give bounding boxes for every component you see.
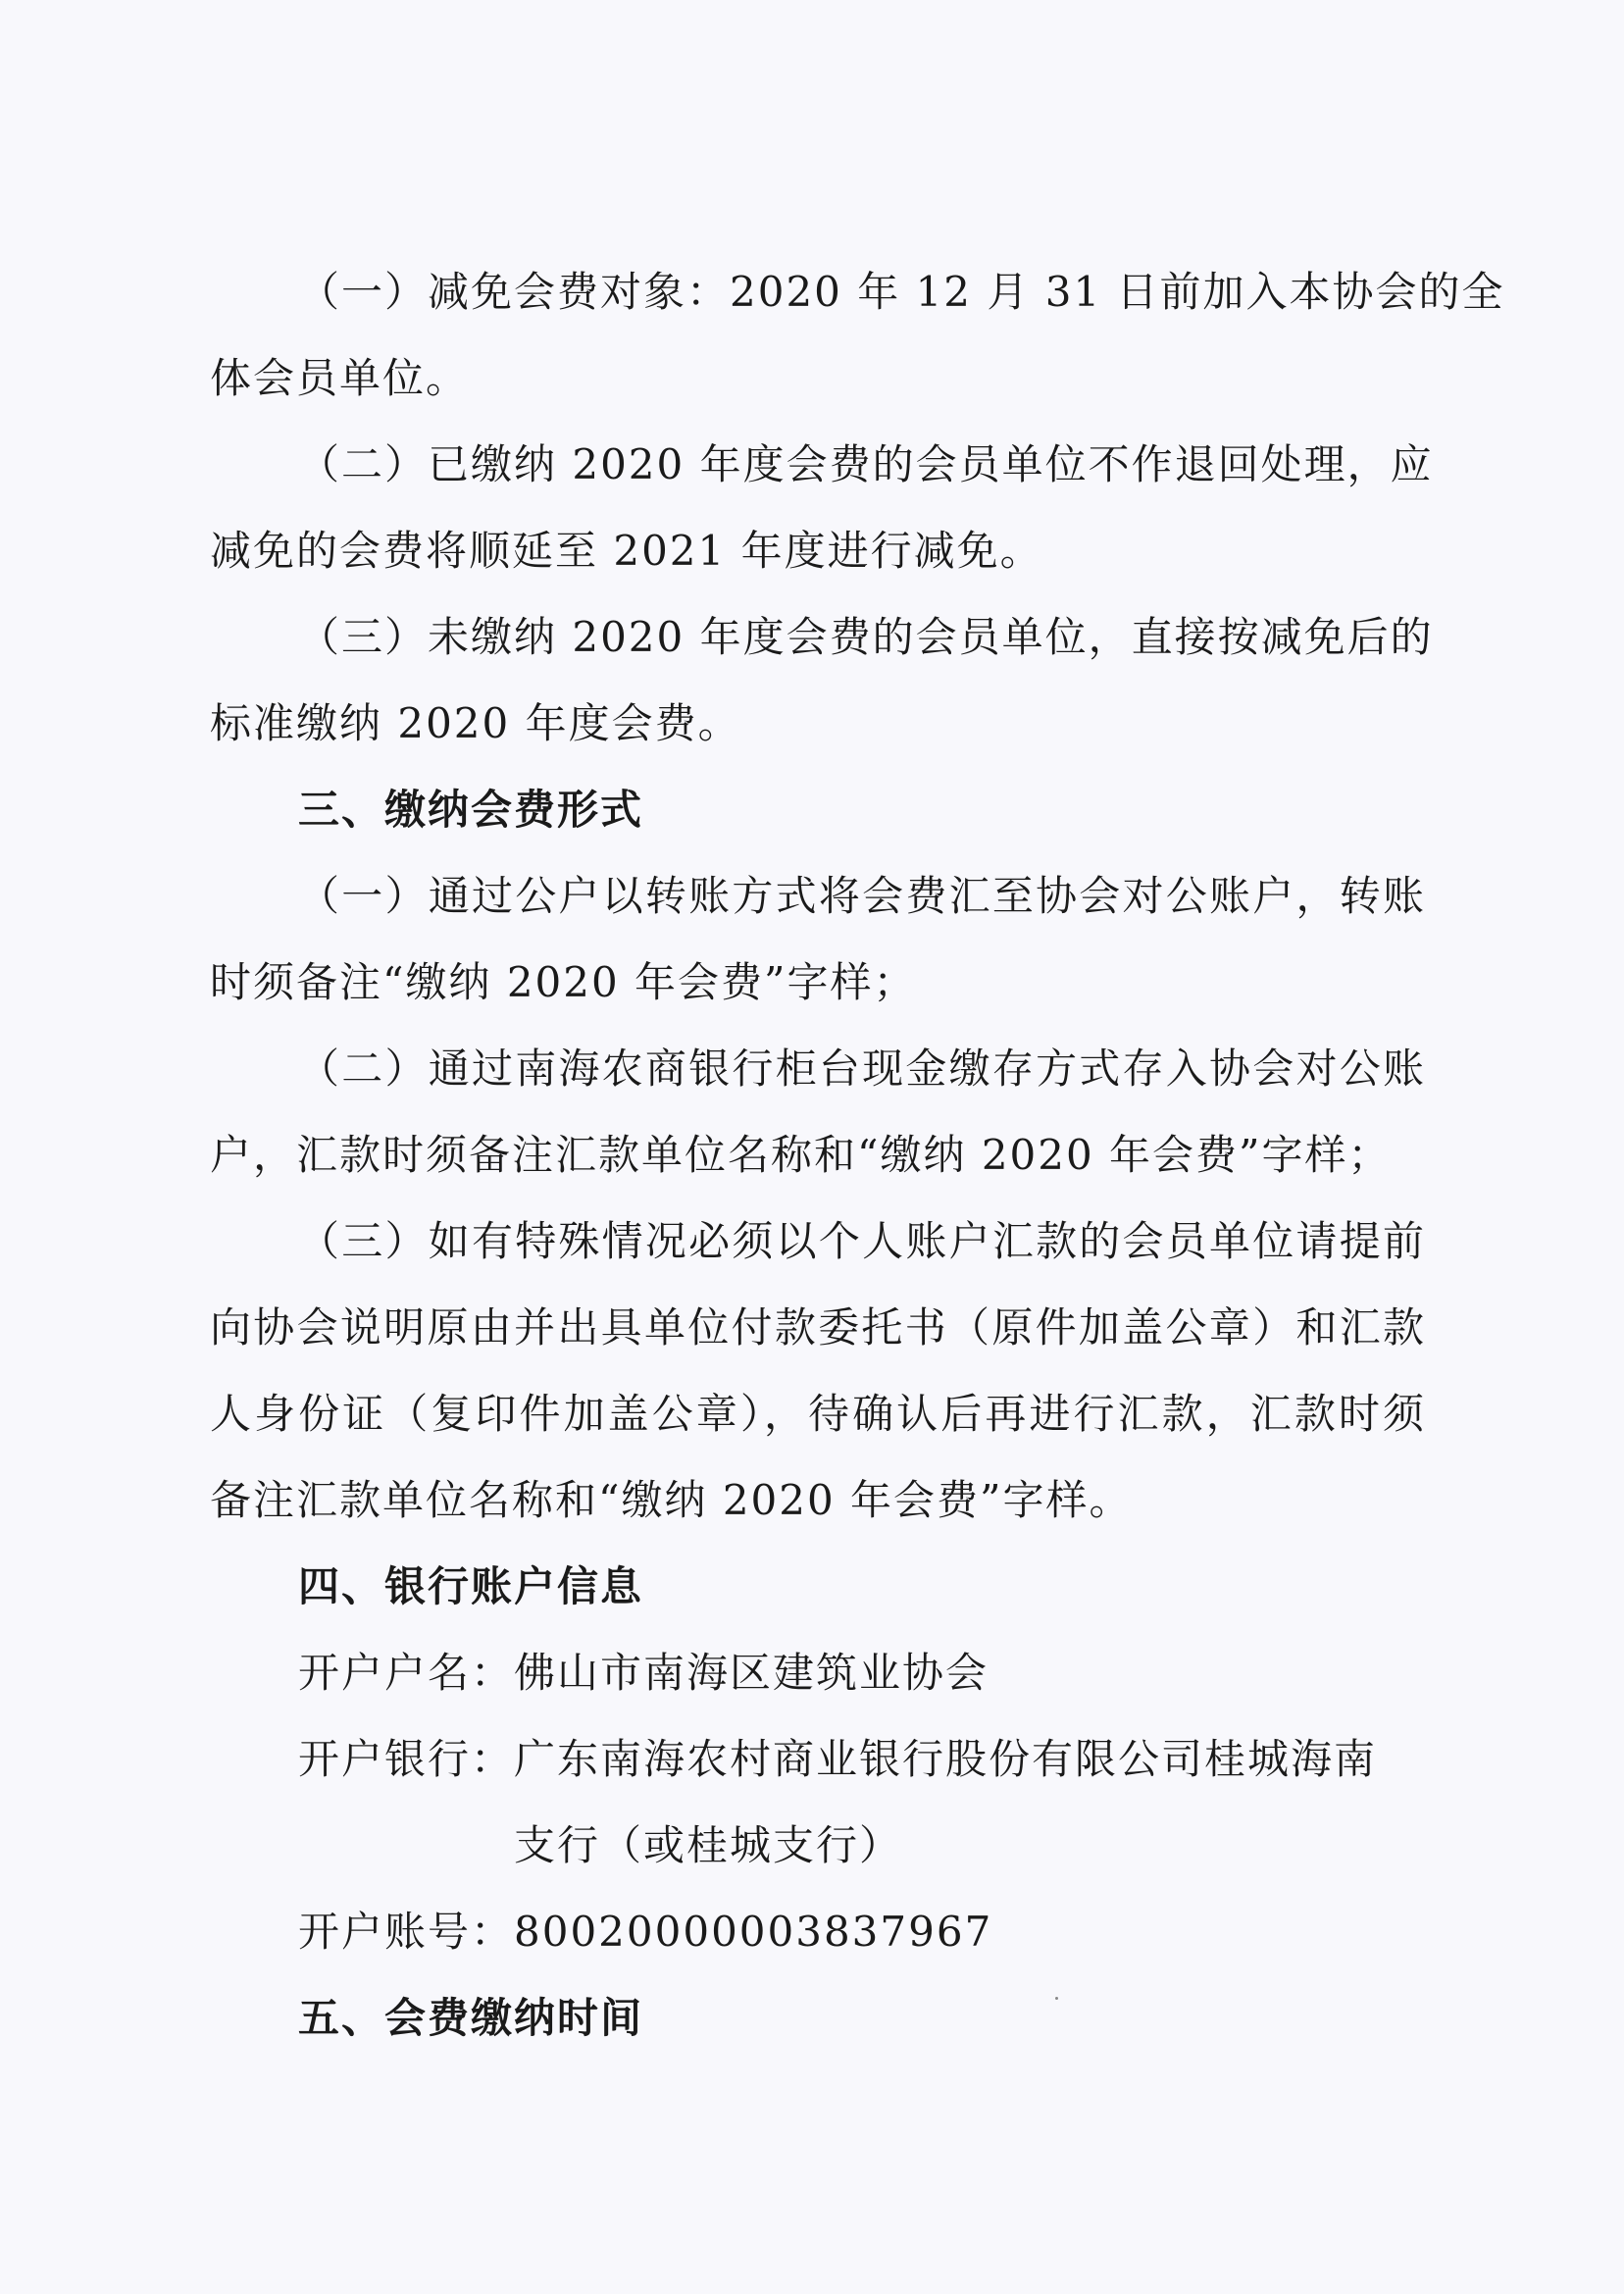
account-name-value: 佛山市南海区建筑业协会 — [514, 1649, 990, 1697]
paragraph-line: 备注汇款单位名称和“缴纳 2020 年会费”字样。 — [210, 1476, 1133, 1524]
account-number-value: 80020000003837967 — [514, 1908, 993, 1956]
section-heading-5: 五、会费缴纳时间 — [298, 1994, 644, 2042]
paragraph-line: （三）如有特殊情况必须以个人账户汇款的会员单位请提前 — [298, 1217, 1426, 1265]
paragraph-line: 标准缴纳 2020 年度会费。 — [210, 699, 741, 747]
account-bank-continuation: 支行（或桂城支行） — [514, 1821, 903, 1869]
paragraph-line: 时须备注“缴纳 2020 年会费”字样； — [210, 958, 917, 1006]
paragraph-line: 体会员单位。 — [210, 354, 470, 402]
document-body — [210, 257, 1505, 2069]
section-heading-3: 三、缴纳会费形式 — [298, 786, 644, 834]
paragraph-line: 人身份证（复印件加盖公章），待确认后再进行汇款，汇款时须 — [210, 1390, 1426, 1438]
paragraph-line: 户，汇款时须备注汇款单位名称和“缴纳 2020 年会费”字样； — [210, 1131, 1392, 1179]
paragraph-line: （一）减免会费对象：2020 年 12 月 31 日前加入本协会的全 — [298, 268, 1505, 316]
account-number-row — [210, 1897, 1426, 1983]
account-number-label: 开户账号： — [298, 1908, 515, 1956]
paragraph-line: （二）通过南海农商银行柜台现金缴存方式存入协会对公账 — [298, 1045, 1426, 1093]
paragraph-line: 向协会说明原由并出具单位付款委托书（原件加盖公章）和汇款 — [210, 1303, 1426, 1351]
account-bank-label: 开户银行： — [298, 1735, 515, 1783]
account-bank-value: 广东南海农村商业银行股份有限公司桂城海南 — [514, 1735, 1378, 1783]
paragraph-line: 减免的会费将顺延至 2021 年度进行减免。 — [210, 527, 1043, 575]
paragraph-line: （一）通过公户以转账方式将会费汇至协会对公账户，转账 — [298, 872, 1426, 920]
paragraph-line: （二）已缴纳 2020 年度会费的会员单位不作退回处理，应 — [298, 440, 1434, 488]
account-name-row — [210, 1638, 1426, 1724]
account-name-label: 开户户名： — [298, 1649, 515, 1697]
paragraph-line: （三）未缴纳 2020 年度会费的会员单位，直接按减免后的 — [298, 613, 1434, 661]
section-heading-4: 四、银行账户信息 — [298, 1562, 644, 1610]
scan-speck — [1055, 1997, 1058, 2000]
account-bank-row — [210, 1724, 1426, 1810]
